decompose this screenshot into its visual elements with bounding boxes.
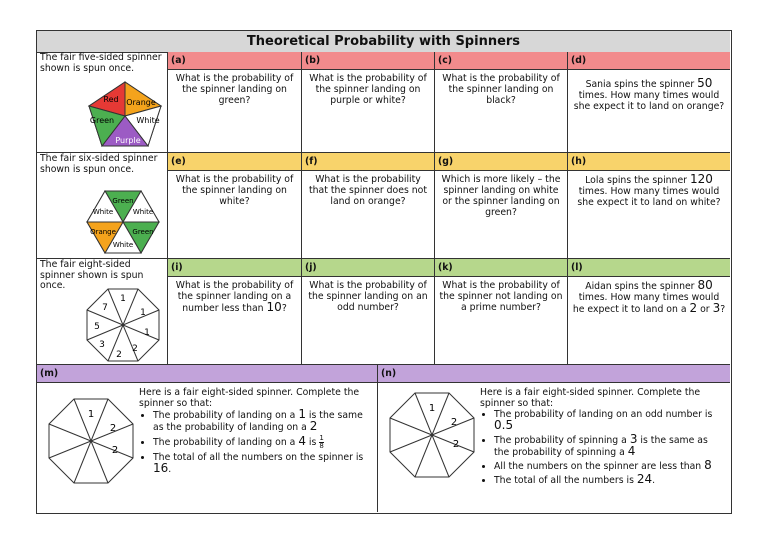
question-c-text: What is the probability of the spinner landing on black? <box>442 73 560 106</box>
m-condition-3: • The total of all the numbers on the spinner is 16. <box>153 452 373 475</box>
question-i <box>168 259 302 365</box>
label-d: (d) <box>568 52 730 70</box>
label-f: (f) <box>302 153 434 171</box>
spinner-label: 5 <box>94 322 100 332</box>
n-condition-4: • The total of all the numbers is 24. <box>494 474 724 486</box>
m-conditions <box>139 409 373 475</box>
spinner-label: Green <box>132 228 154 236</box>
m-intro: Here is a fair eight-sided spinner. Complete the spinner so that: <box>139 387 360 409</box>
spinner-label: White <box>92 208 114 216</box>
spinner-label: 1 <box>428 403 436 414</box>
m-condition-2: • The probability of landing on a 4 is $\frac{1}{8}$ <box>153 435 373 450</box>
label-e: (e) <box>168 153 301 171</box>
spinner-label: White <box>132 208 154 216</box>
label-l: (l) <box>568 259 730 277</box>
question-h <box>568 153 730 259</box>
question-f <box>302 153 435 259</box>
spinner-label: Green <box>112 197 134 205</box>
question-m <box>37 365 378 512</box>
question-a-text: What is the probability of the spinner landing on green? <box>175 73 294 106</box>
label-b: (b) <box>302 52 434 70</box>
question-i-text: What is the probability of the spinner landing on a number less than 10? <box>175 280 294 314</box>
spinner-label: 2 <box>109 423 117 434</box>
spinner-label: 1 <box>120 294 126 304</box>
n-condition-3: • All the numbers on the spinner are less than 8 <box>494 460 724 472</box>
n-condition-2: • The probability of spinning a 3 is the same as the probability of spinning a 4 <box>494 434 724 458</box>
n-instructions <box>480 387 724 488</box>
question-l-text: Aidan spins the spinner 80 times. How many times would he expect it to land on a 2 or 3? <box>572 278 726 315</box>
spinner-label: 3 <box>99 340 105 350</box>
worksheet <box>36 30 732 514</box>
spinner-label: 1 <box>144 328 150 338</box>
label-a: (a) <box>168 52 301 70</box>
row1-desc-text: The fair five-sided spinner shown is spun once. <box>40 52 162 74</box>
question-a <box>168 52 302 153</box>
question-j-text: What is the probability of the spinner landing on an odd number? <box>308 280 428 313</box>
n-conditions <box>480 409 724 486</box>
spinner-label: Purple <box>115 136 141 145</box>
m-instructions <box>139 387 373 477</box>
n-condition-1: • The probability of landing on an odd number is 0.5 <box>494 409 724 432</box>
spinner-label: 2 <box>132 344 138 354</box>
spinner-label: White <box>136 116 160 125</box>
question-e <box>168 153 302 259</box>
label-i: (i) <box>168 259 301 277</box>
question-k-text: What is the probability of the spinner not landing on a prime number? <box>439 280 563 313</box>
row3-description <box>37 259 168 365</box>
row3-desc-text: The fair eight-sided spinner shown is spun once. <box>40 259 144 291</box>
question-f-text: What is the probability that the spinner does not land on orange? <box>309 174 427 207</box>
six-sided-spinner <box>85 189 161 255</box>
question-b-text: What is the probability of the spinner landing on purple or white? <box>309 73 427 106</box>
row2-description <box>37 153 168 259</box>
question-e-text: What is the probability of the spinner landing on white? <box>175 174 294 207</box>
question-g <box>435 153 568 259</box>
spinner-label: 1 <box>87 409 95 420</box>
row2-desc-text: The fair six-sided spinner shown is spun once. <box>40 153 158 175</box>
label-j: (j) <box>302 259 434 277</box>
spinner-label: 2 <box>111 445 119 456</box>
question-c <box>435 52 568 153</box>
label-g: (g) <box>435 153 567 171</box>
question-b <box>302 52 435 153</box>
question-d-text: Sania spins the spinner 50 times. How many times would she expect it to land on orange? <box>573 76 725 112</box>
label-n: (n) <box>378 365 730 383</box>
question-d <box>568 52 730 153</box>
question-l <box>568 259 730 365</box>
spinner-label: Orange <box>90 228 116 236</box>
row1-description <box>37 52 168 153</box>
spinner-label: 1 <box>140 308 146 318</box>
page-title: Theoretical Probability with Spinners <box>37 31 730 53</box>
five-sided-spinner <box>85 78 165 150</box>
spinner-label: Red <box>103 95 119 104</box>
blank-spinner-n <box>386 389 478 481</box>
question-g-text: Which is more likely – the spinner landing on white or the spinner landing on green? <box>441 174 561 218</box>
spinner-label: 2 <box>116 350 122 360</box>
eight-sided-spinner <box>83 285 163 365</box>
spinner-label: Green <box>89 116 115 125</box>
spinner-label: 7 <box>102 303 108 313</box>
question-j <box>302 259 435 365</box>
spinner-label: Orange <box>126 98 156 107</box>
spinner-label: 2 <box>450 417 458 428</box>
question-h-text: Lola spins the spinner 120 times. How many times would she expect it to land on white? <box>577 172 721 208</box>
label-m: (m) <box>37 365 377 383</box>
m-condition-1: • The probability of landing on a 1 is the same as the probability of landing on a 2 <box>153 409 373 433</box>
label-h: (h) <box>568 153 730 171</box>
label-c: (c) <box>435 52 567 70</box>
question-k <box>435 259 568 365</box>
label-k: (k) <box>435 259 567 277</box>
n-intro: Here is a fair eight-sided spinner. Complete the spinner so that: <box>480 387 701 409</box>
blank-spinner-m <box>45 395 137 487</box>
spinner-label: White <box>112 241 134 249</box>
question-n <box>378 365 730 512</box>
spinner-label: 2 <box>452 439 460 450</box>
